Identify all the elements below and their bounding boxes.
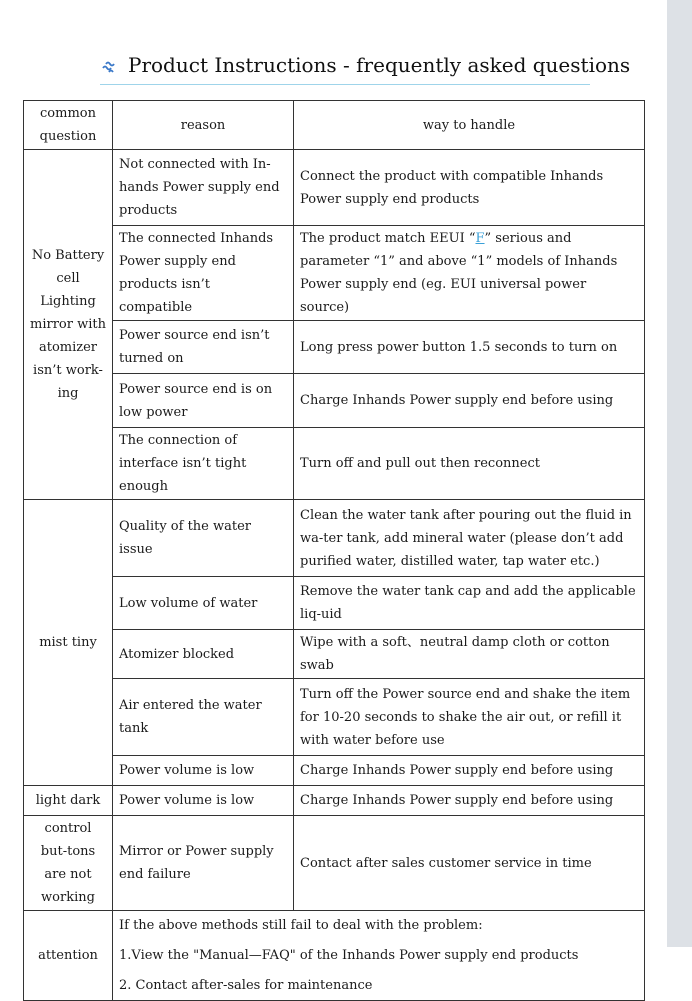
attention-line: If the above methods still fail to deal with the problem: [119, 918, 483, 933]
question-cell: light dark [24, 786, 113, 816]
reason-cell: Power source end is on low power [113, 374, 294, 428]
table-row [24, 428, 645, 500]
question-cell: control but-tons are not working [24, 816, 113, 911]
table-row [24, 679, 645, 756]
scrollbar[interactable] [667, 0, 692, 947]
handle-text-b: ” serious and parameter “1” and above “1” models of Inhands Power supply end (eg. EUI universal power source) [300, 231, 618, 315]
handle-cell: Charge Inhands Power supply end before using [294, 786, 645, 816]
attention-line: 1.View the "Manual—FAQ" of the Inhands Power supply end products [119, 948, 579, 963]
header-handle: way to handle [294, 101, 645, 150]
attention-cell [113, 911, 645, 1001]
table-row [24, 786, 645, 816]
handle-cell: Turn off the Power source end and shake the item for 10-20 seconds to shake the air out, or refill it with water before use [294, 679, 645, 756]
attention-line: 2. Contact after-sales for maintenance [119, 978, 373, 993]
reason-cell: The connection of interface isn’t tight enough [113, 428, 294, 500]
table-row [24, 321, 645, 374]
handle-cell: Charge Inhands Power supply end before using [294, 374, 645, 428]
handle-cell: Turn off and pull out then reconnect [294, 428, 645, 500]
table-row [24, 816, 645, 911]
attention-row [24, 911, 645, 1001]
handle-cell: Charge Inhands Power supply end before using [294, 756, 645, 786]
table-row [24, 577, 645, 630]
handle-cell: Clean the water tank after pouring out the fluid in wa-ter tank, add mineral water (please don’t add purified water, distilled water, tap water etc.) [294, 500, 645, 577]
wavy-lines-icon [100, 56, 120, 76]
reason-cell: Low volume of water [113, 577, 294, 630]
handle-text-a: The product match EEUI “ [300, 231, 476, 246]
faq-table [23, 100, 645, 1001]
handle-cell: Long press power button 1.5 seconds to turn on [294, 321, 645, 374]
attention-label: attention [24, 911, 113, 1001]
handle-cell: Remove the water tank cap and add the applicable liq-uid [294, 577, 645, 630]
reason-cell: Power volume is low [113, 756, 294, 786]
table-row [24, 630, 645, 679]
question-cell: mist tiny [24, 500, 113, 786]
reason-cell: Mirror or Power supply end failure [113, 816, 294, 911]
handle-cell: Wipe with a soft、neutral damp cloth or cotton swab [294, 630, 645, 679]
header-question: common question [24, 101, 113, 150]
page-title: Product Instructions - frequently asked questions [128, 53, 631, 77]
handle-cell: Contact after sales customer service in time [294, 816, 645, 911]
table-row [24, 500, 645, 577]
reason-cell: Not connected with In-hands Power supply end products [113, 150, 294, 226]
table-row [24, 374, 645, 428]
handle-cell: Connect the product with compatible Inhands Power supply end products [294, 150, 645, 226]
header-row [24, 101, 645, 150]
header-reason: reason [113, 101, 294, 150]
table-row [24, 150, 645, 226]
page-title-bar [100, 52, 631, 85]
model-link[interactable]: F [475, 231, 485, 246]
reason-cell: The connected Inhands Power supply end products isn’t compatible [113, 226, 294, 321]
handle-cell [294, 226, 645, 321]
reason-cell: Power source end isn’t turned on [113, 321, 294, 374]
table-row [24, 756, 645, 786]
table-row [24, 226, 645, 321]
reason-cell: Quality of the water issue [113, 500, 294, 577]
reason-cell: Power volume is low [113, 786, 294, 816]
reason-cell: Air entered the water tank [113, 679, 294, 756]
question-cell: No Battery cell Lighting mirror with atomizer isn’t work-ing [24, 150, 113, 500]
reason-cell: Atomizer blocked [113, 630, 294, 679]
